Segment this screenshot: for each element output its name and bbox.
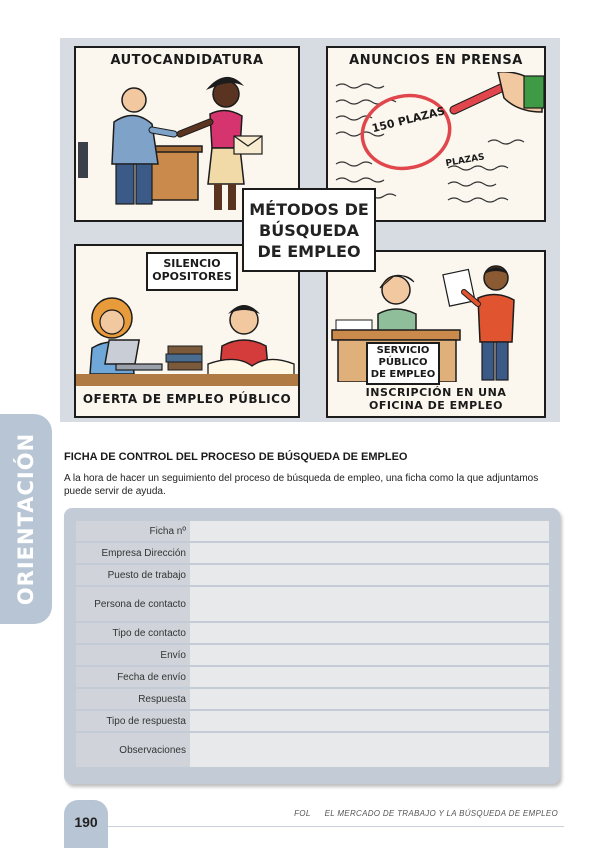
study-scene xyxy=(76,256,298,386)
panel-title-oferta: OFERTA DE EMPLEO PÚBLICO xyxy=(82,392,292,406)
form-row xyxy=(76,587,549,621)
form-field-label: Tipo de respuesta xyxy=(76,711,190,731)
form-field-label: Ficha nº xyxy=(76,521,190,541)
center-title-line-3: DE EMPLEO xyxy=(257,241,361,261)
footer-running-title xyxy=(294,809,558,818)
form-field-value[interactable] xyxy=(190,645,549,665)
form-row xyxy=(76,623,549,643)
form-field-label: Puesto de trabajo xyxy=(76,565,190,585)
form-field-value[interactable] xyxy=(190,543,549,563)
form-field-value[interactable] xyxy=(190,733,549,767)
intro-paragraph: A la hora de hacer un seguimiento del proceso de búsqueda de empleo, una ficha como la que adjuntamos puede servir de ayuda. xyxy=(64,473,539,497)
panel-title-inscripcion: INSCRIPCIÓN EN UNA OFICINA DE EMPLEO xyxy=(365,386,507,412)
section-title: FICHA DE CONTROL DEL PROCESO DE BÚSQUEDA DE EMPLEO xyxy=(64,451,408,463)
footer-chapter: EL MERCADO DE TRABAJO Y LA BÚSQUEDA DE EMPLEO xyxy=(324,809,558,818)
center-title-line-1: MÉTODOS DE xyxy=(249,199,369,219)
form-field-value[interactable] xyxy=(190,711,549,731)
form-field-value[interactable] xyxy=(190,565,549,585)
form-field-label: Envío xyxy=(76,645,190,665)
control-form-card xyxy=(64,508,560,784)
form-field-label: Observaciones xyxy=(76,733,190,767)
newspaper-highlight-text: 150 PLAZAS xyxy=(370,104,447,136)
center-title-line-2: BÚSQUEDA xyxy=(259,220,359,240)
form-field-label: Empresa Dirección xyxy=(76,543,190,563)
form-row xyxy=(76,521,549,541)
public-employment-service-sign: SERVICIO PÚBLICO DE EMPLEO xyxy=(366,342,440,385)
silence-sign: SILENCIO OPOSITORES xyxy=(146,252,238,291)
form-field-label: Respuesta xyxy=(76,689,190,709)
form-field-value[interactable] xyxy=(190,587,549,621)
form-field-label: Persona de contacto xyxy=(76,587,190,621)
form-row xyxy=(76,733,549,767)
form-field-value[interactable] xyxy=(190,623,549,643)
center-methods-title xyxy=(242,188,376,272)
form-row xyxy=(76,543,549,563)
footer-rule xyxy=(108,826,564,827)
form-row xyxy=(76,565,549,585)
form-row xyxy=(76,645,549,665)
form-field-value[interactable] xyxy=(190,689,549,709)
form-field-label: Fecha de envío xyxy=(76,667,190,687)
form-field-label: Tipo de contacto xyxy=(76,623,190,643)
panel-title-autocandidatura: AUTOCANDIDATURA xyxy=(110,53,264,68)
footer-course: FOL xyxy=(294,809,311,818)
panel-title-anuncios: ANUNCIOS EN PRENSA xyxy=(349,53,523,68)
form-row xyxy=(76,689,549,709)
side-tab-label: ORIENTACIÓN xyxy=(14,432,38,606)
form-field-value[interactable] xyxy=(190,667,549,687)
panel-oficina-empleo xyxy=(326,250,546,418)
newspaper-secondary-text: PLAZAS xyxy=(444,152,486,170)
page-number: 190 xyxy=(64,800,108,848)
form-field-value[interactable] xyxy=(190,521,549,541)
form-row xyxy=(76,711,549,731)
job-search-methods-illustration xyxy=(60,38,560,422)
form-row xyxy=(76,667,549,687)
control-form-table xyxy=(76,519,549,769)
